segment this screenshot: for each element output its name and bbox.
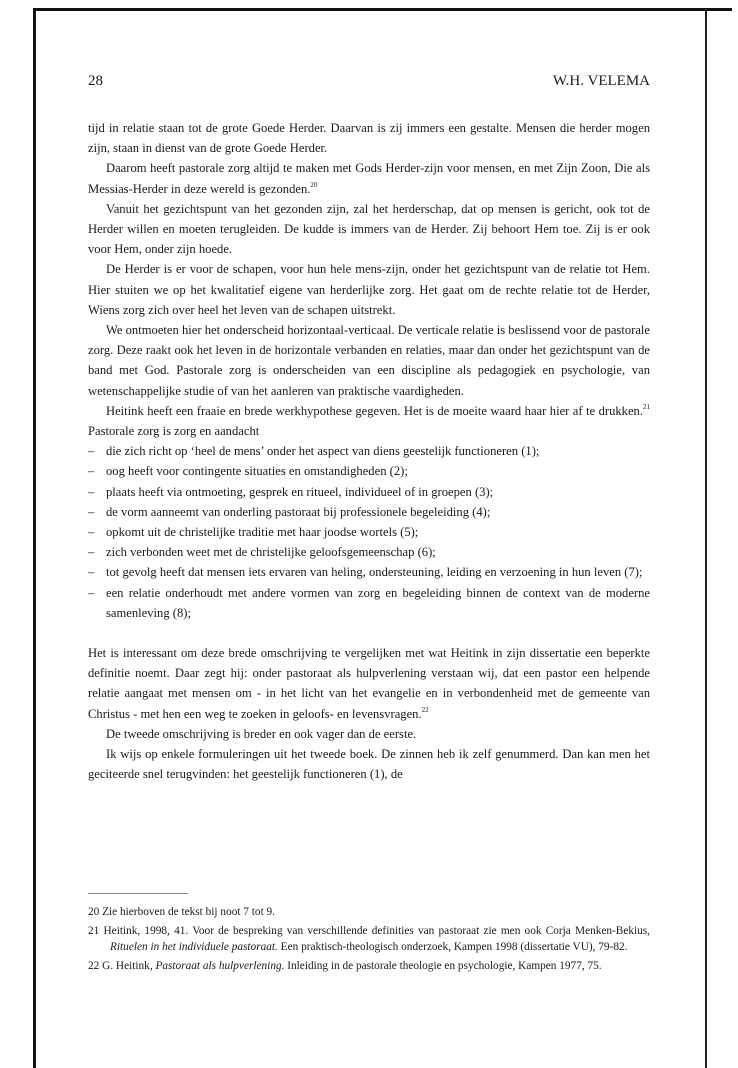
footnote-ref: 22 xyxy=(421,705,429,714)
list-item: – een relatie onderhoudt met andere vormen van zorg en begeleiding binnen de context van de moderne samenleving (8); xyxy=(88,583,650,623)
list-item: – opkomt uit de christelijke traditie met haar joodse wortels (5); xyxy=(88,522,650,542)
running-head: W.H. VELEMA xyxy=(552,73,650,89)
running-header xyxy=(88,70,650,92)
scan-border-top xyxy=(34,8,732,11)
list-item: – die zich richt op ‘heel de mens’ onder het aspect van diens geestelijk functioneren (1); xyxy=(88,441,650,461)
page xyxy=(88,70,650,785)
paragraph: De Herder is er voor de schapen, voor hun hele mens-zijn, onder het gezichtspunt van de relatie tot Hem. Hier stuiten we op het kwalitatief eigene van herderlijke zorg. Het gaat om de rechte relatie tot de Herder, Wiens zorg zich over heel het leven van de schapen uitstrekt. xyxy=(88,262,650,317)
list-item: – plaats heeft via ontmoeting, gesprek en ritueel, individueel of in groepen (3); xyxy=(88,482,650,502)
footnote: 22 G. Heitink, Pastoraat als hulpverlening. Inleiding in de pastorale theologie en psychologie, Kampen 1977, 75. xyxy=(88,959,602,972)
paragraph: We ontmoeten hier het onderscheid horizontaal-verticaal. De verticale relatie is beslissend voor de pastorale zorg. Deze raakt ook het leven in de horizontale verbanden en relaties, maar dan onder het gezichtspunt van de band met God. Pastorale zorg is onderscheiden van een discipline als pedagogiek en psychologie, van wetenschappelijke studie of van het aanleren van praktische vaardigheden. xyxy=(88,323,650,398)
scan-border-left xyxy=(33,8,36,1068)
footnote: 21 Heitink, 1998, 41. Voor de bespreking van verschillende definities van pastoraat zie men ook Corja Menken-Bekius, Rituelen in het individuele pastoraat. Een praktisch-theologisch onderzoek, Kampen 1998 (dissertatie VU), 79-82. xyxy=(88,924,651,953)
footnote-ref: 20 xyxy=(310,180,318,189)
paragraph: Heitink heeft een fraaie en brede werkhypothese gegeven. Het is de moeite waard haar hier af te drukken.$^{21}$ Pastorale zorg is zorg en aandacht xyxy=(88,402,650,439)
footnote-ref: 21 xyxy=(643,402,650,411)
body-text xyxy=(88,118,650,785)
definition-list xyxy=(88,441,650,623)
paragraph: Ik wijs op enkele formuleringen uit het tweede boek. De zinnen heb ik zelf genummerd. Dan kan men het geciteerde snel terugvinden: het geestelijk functioneren (1), de xyxy=(88,747,650,782)
footnote: 20 Zie hierboven de tekst bij noot 7 tot 9. xyxy=(88,906,275,918)
list-item: – de vorm aanneemt van onderling pastoraat bij professionele begeleiding (4); xyxy=(88,502,650,522)
paragraph: Daarom heeft pastorale zorg altijd te maken met Gods Herder-zijn voor mensen, en met Zijn Zoon, Die als Messias-Herder in deze wereld is gezonden.$^{20}$ xyxy=(88,161,650,196)
paragraph: Het is interessant om deze brede omschrijving te vergelijken met wat Heitink in zijn dissertatie een beperkte definitie noemt. Daar zegt hij: onder pastoraat als hulpverlening verstaan wij, dat een pastor een helpende relatie aangaat met mensen om - in het licht van het evangelie en in verbondenheid met de gemeente van Christus - met hen een weg te zoeken in geloofs- en levensvragen.$^{22}$ xyxy=(88,646,650,721)
scan-border-right xyxy=(705,8,707,1068)
list-item: – oog heeft voor contingente situaties en omstandigheden (2); xyxy=(88,461,650,481)
paragraph: De tweede omschrijving is breder en ook vager dan de eerste. xyxy=(106,726,417,741)
footnote-separator xyxy=(88,893,188,894)
page-number: 28 xyxy=(88,73,103,89)
paragraph: tijd in relatie staan tot de grote Goede Herder. Daarvan is zij immers een gestalte. Mensen die herder mogen zijn, staan in dienst van de grote Goede Herder. xyxy=(88,121,650,156)
list-item: – tot gevolg heeft dat mensen iets ervaren van heling, ondersteuning, leiding en verzoening in hun leven (7); xyxy=(88,562,650,582)
list-item: – zich verbonden weet met de christelijke geloofsgemeenschap (6); xyxy=(88,542,650,562)
footnotes xyxy=(88,904,650,976)
paragraph: Vanuit het gezichtspunt van het gezonden zijn, zal het herderschap, dat op mensen is gericht, ook tot de Herder willen en moeten terugleiden. De kudde is immers van de Herder. Zij behoort Hem toe. Zij is er ook voor Hem, onder zijn hoede. xyxy=(88,201,650,257)
